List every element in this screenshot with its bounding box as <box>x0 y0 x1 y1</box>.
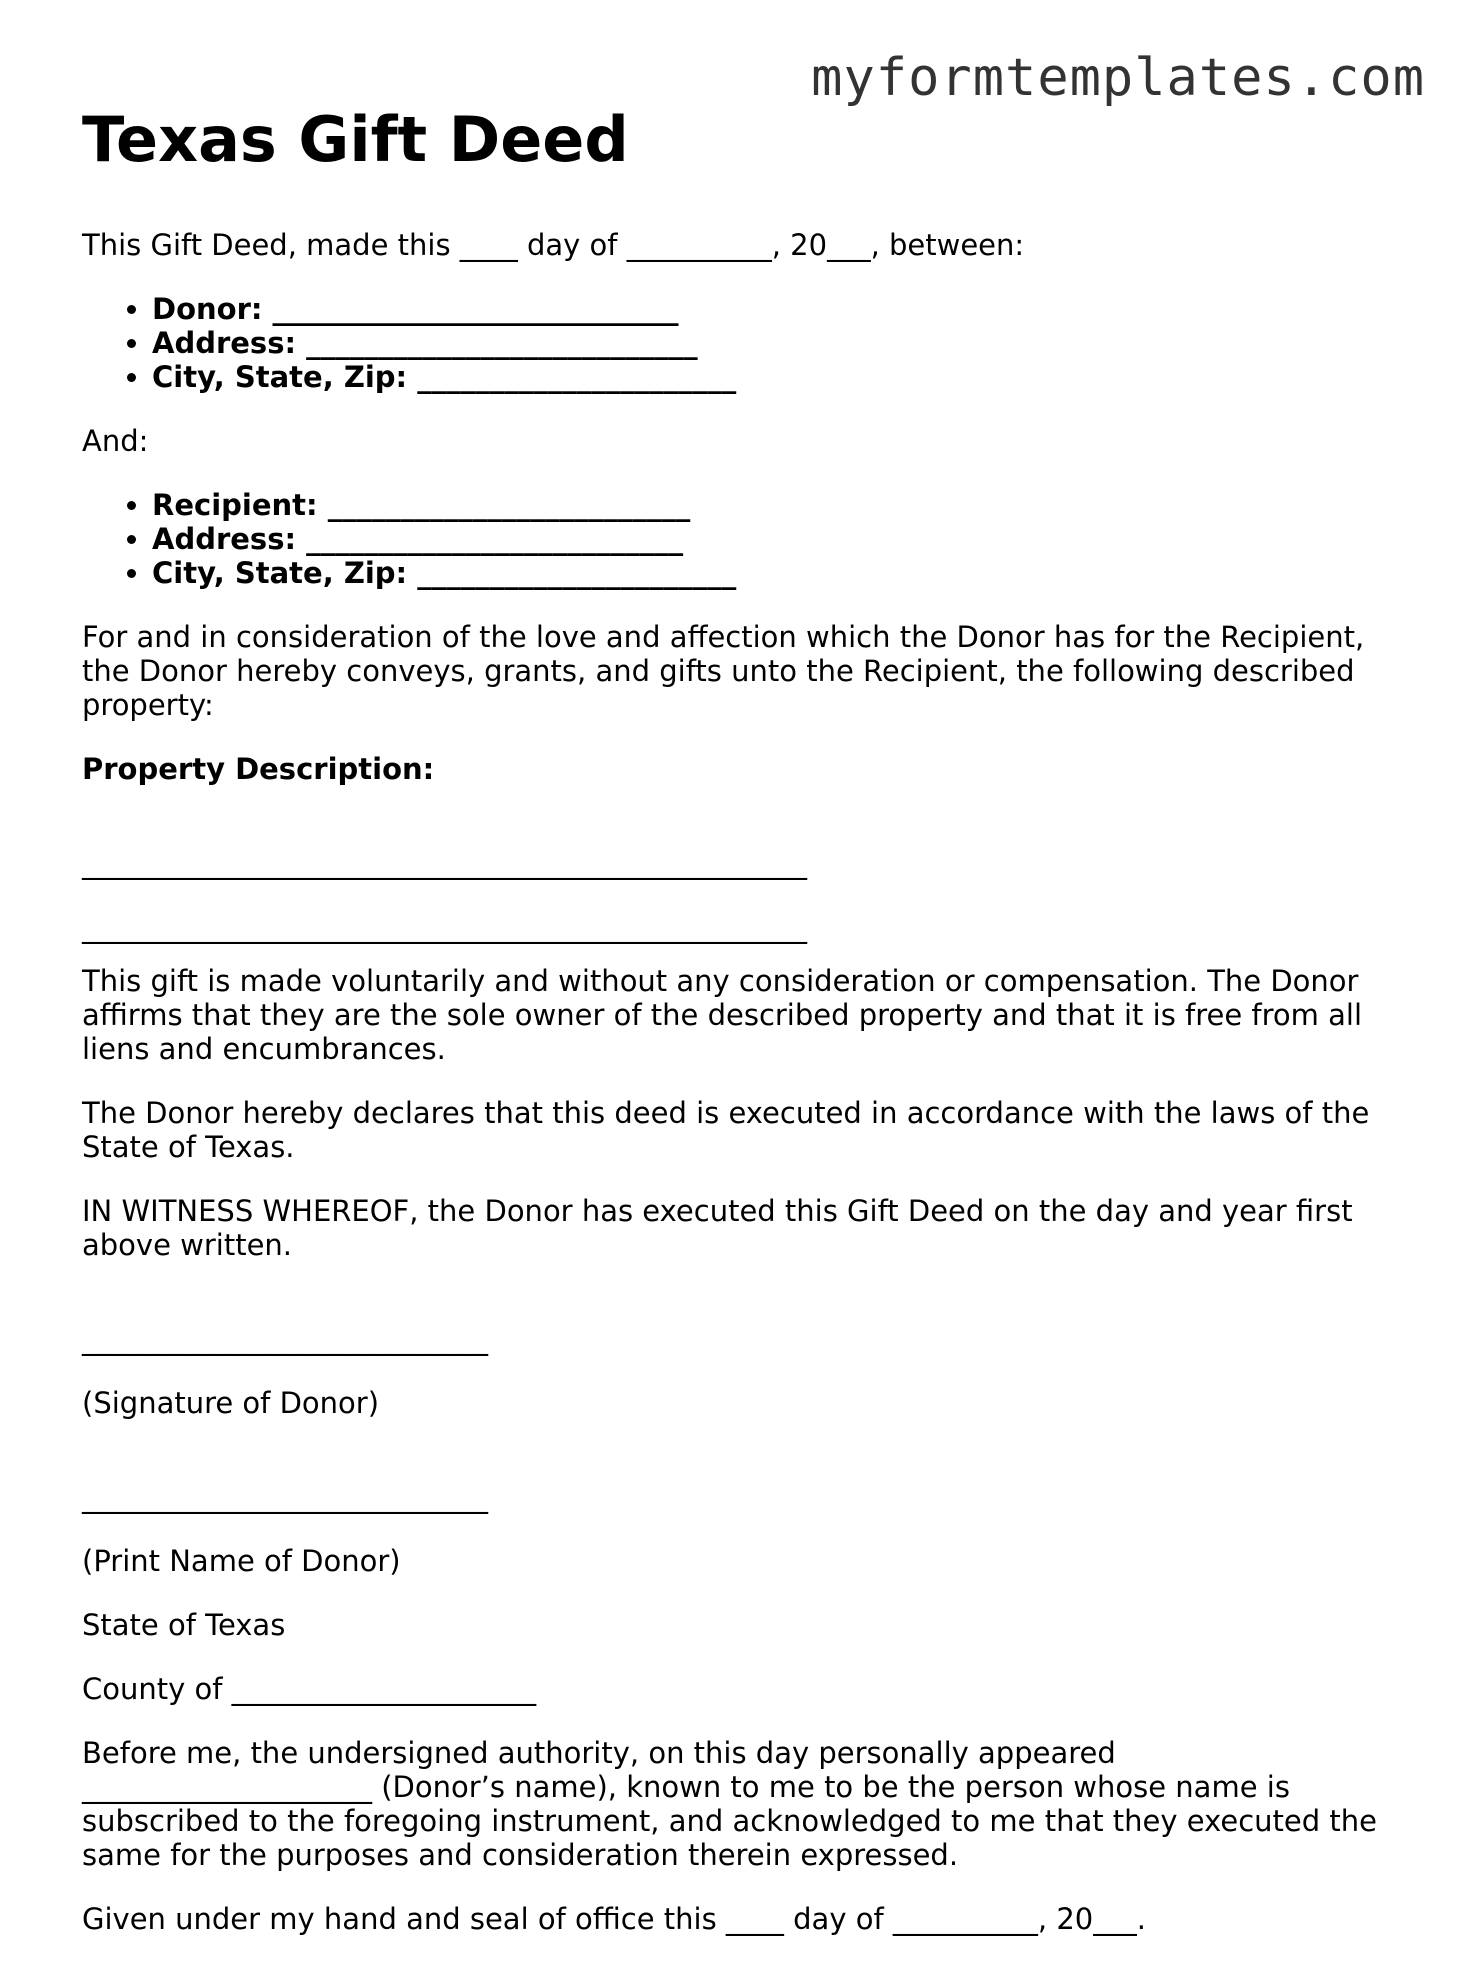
site-watermark: myformtemplates.com <box>811 48 1425 108</box>
signature-label: (Signature of Donor) <box>82 1386 380 1420</box>
recipient-address-field[interactable]: • Address: __________________________ <box>152 522 1402 556</box>
donor-fields-list <box>82 292 1402 394</box>
given-paragraph: Given under my hand and seal of office this ____ day of __________, 20___. <box>82 1902 1146 1936</box>
document-title: Texas Gift Deed <box>82 103 629 176</box>
intro-paragraph: This Gift Deed, made this ____ day of __________, 20___, between: <box>82 228 1025 262</box>
property-line-1[interactable]: __________________________________________________ <box>82 846 807 880</box>
voluntary-paragraph: This gift is made voluntarily and without any consideration or compensation. The Donor affirms that they are the sole owner of the described property and that it is free from all liens and encumbrances. <box>82 964 1363 1066</box>
spacer <box>82 816 1402 846</box>
donor-name-field[interactable]: • Donor: ____________________________ <box>152 292 1402 326</box>
spacer <box>82 1292 1402 1322</box>
spacer <box>82 1450 1402 1480</box>
declaration-paragraph: The Donor hereby declares that this deed is executed in accordance with the laws of the State of Texas. <box>82 1096 1370 1164</box>
print-name-label: (Print Name of Donor) <box>82 1544 401 1578</box>
donor-address-field[interactable]: • Address: ___________________________ <box>152 326 1402 360</box>
deed-document <box>82 100 1402 1966</box>
state-label: State of Texas <box>82 1608 286 1642</box>
witness-paragraph: IN WITNESS WHEREOF, the Donor has executed this Gift Deed on the day and year first above written. <box>82 1194 1353 1262</box>
property-description-heading: Property Description: <box>82 752 435 786</box>
print-name-line[interactable]: ____________________________ <box>82 1480 488 1514</box>
recipient-city-state-zip-field[interactable]: • City, State, Zip: ______________________ <box>152 556 1402 590</box>
county-field[interactable]: County of _____________________ <box>82 1672 537 1706</box>
and-label: And: <box>82 424 149 458</box>
signature-line[interactable]: ____________________________ <box>82 1322 488 1356</box>
recipient-name-field[interactable]: • Recipient: _________________________ <box>152 488 1402 522</box>
donor-city-state-zip-field[interactable]: • City, State, Zip: ______________________ <box>152 360 1402 394</box>
notary-paragraph: Before me, the undersigned authority, on this day personally appeared ____________________ (Donor’s name), known to me to be the person whose name is subscribed to the foregoing instrument, and acknowledged to me that they executed the same for the purposes and consideration therein expressed. <box>82 1736 1377 1872</box>
recipient-fields-list <box>82 488 1402 590</box>
consideration-paragraph: For and in consideration of the love and affection which the Donor has for the Recipient, the Donor hereby conveys, grants, and gifts unto the Recipient, the following described property: <box>82 620 1365 722</box>
property-line-2[interactable]: __________________________________________________ <box>82 910 807 944</box>
